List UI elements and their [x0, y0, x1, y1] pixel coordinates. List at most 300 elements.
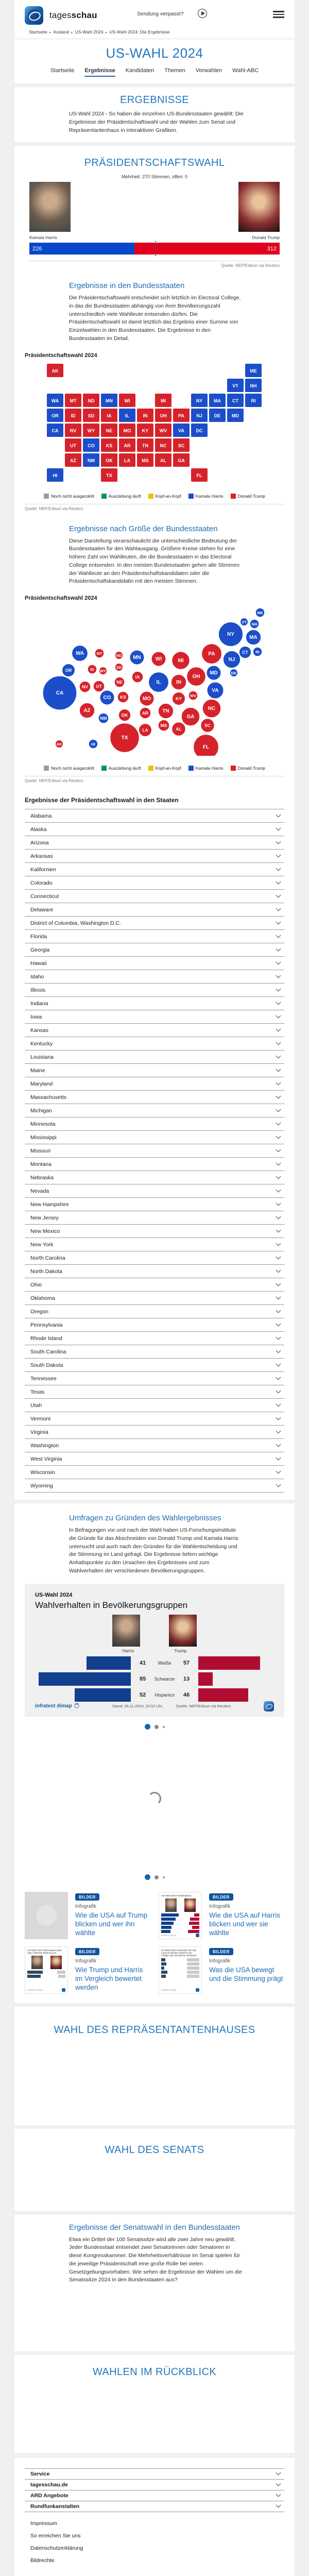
state-bubble-KY[interactable] [172, 692, 185, 705]
state-tile-HI[interactable] [47, 468, 63, 482]
state-bubble-OR[interactable] [62, 664, 75, 676]
teaser-thumbnail-placeholder [25, 1892, 68, 1939]
state-tile-MA[interactable] [209, 394, 226, 407]
harris-bar [39, 1672, 131, 1686]
chevron-down-icon [276, 1429, 281, 1434]
state-tile-GA[interactable] [173, 453, 190, 467]
state-tile-WA[interactable] [47, 394, 63, 407]
state-tile-NM[interactable] [83, 453, 99, 467]
accordion-row-north-carolina[interactable]: North Carolina [25, 1251, 284, 1264]
accordion-row-connecticut[interactable]: Connecticut [25, 889, 284, 903]
state-bubble-KS[interactable] [117, 691, 129, 703]
svg-text:RI: RI [255, 650, 260, 654]
state-bubble-WA[interactable] [72, 645, 88, 661]
state-bubble-WI[interactable] [151, 652, 166, 666]
state-tile-OK[interactable] [101, 453, 117, 467]
state-bubble-MT[interactable] [95, 649, 104, 658]
group-label: Hispanics [149, 1692, 180, 1698]
svg-text:AZ: AZ [83, 708, 90, 714]
group-label: Schwarze [149, 1676, 180, 1682]
state-bubble-AL[interactable] [172, 722, 186, 736]
svg-text:UT: UT [96, 684, 102, 689]
state-bubble-NM[interactable] [98, 713, 109, 723]
state-tile-MO[interactable] [119, 423, 135, 437]
us-states-bubble-map[interactable] [25, 601, 284, 756]
carousel-dot[interactable] [154, 1725, 159, 1729]
donald-trump-photo [238, 182, 280, 232]
state-tile-WY[interactable] [83, 423, 99, 437]
state-bubble-OH[interactable] [186, 667, 205, 686]
accordion-row-virginia[interactable]: Virginia [25, 1425, 284, 1438]
accordion-row-north-dakota[interactable]: North Dakota [25, 1264, 284, 1278]
accordion-row-utah[interactable]: Utah [25, 1398, 284, 1412]
breadcrumb-item[interactable]: Ausland [53, 29, 69, 35]
teaser-card[interactable] [25, 1946, 150, 1994]
harris-bar [75, 1688, 131, 1702]
carousel-dot-active[interactable] [145, 1874, 150, 1880]
accordion-row-arkansas[interactable]: Arkansas [25, 849, 284, 862]
accordion-row-montana[interactable]: Montana [25, 1157, 284, 1171]
bubble-source: Quelle: NEP/Edison via Reuters [25, 778, 284, 783]
demographics-infographic[interactable] [25, 1584, 284, 1717]
teaser-thumbnail: US-Wahl 2024 Entwickelt sich das Land auf diesem Gebiet in die richtige oder die falsche Richtung? infratest dimap [159, 1946, 202, 1994]
bilder-badge: BILDER [75, 1948, 99, 1955]
repraesentantenhaus-heading: WAHL DES REPRÄSENTANTENHAUSES [14, 2024, 295, 2036]
svg-text:MA: MA [249, 635, 258, 640]
breadcrumb-item[interactable]: US-Wahl 2024: Die Ergebnisse [109, 29, 169, 35]
accordion-row-nebraska[interactable]: Nebraska [25, 1171, 284, 1184]
chevron-down-icon [276, 853, 281, 858]
chevron-down-icon [276, 1027, 281, 1032]
carousel-dot[interactable] [154, 1875, 159, 1879]
accordion-row-georgia[interactable]: Georgia [25, 943, 284, 956]
state-tile-MS[interactable] [137, 453, 153, 467]
svg-text:AR: AR [142, 710, 148, 716]
tab-startseite[interactable]: Startseite [50, 67, 74, 77]
teaser-card[interactable] [159, 1892, 284, 1939]
state-tile-AZ[interactable] [65, 453, 81, 467]
svg-text:ME: ME [250, 368, 257, 374]
state-bubble-NH[interactable] [250, 619, 259, 629]
accordion-row-delaware[interactable]: Delaware [25, 903, 284, 916]
sendung-verpasst-link[interactable]: Sendung verpasst? [137, 11, 183, 17]
states-subhead[interactable]: Ergebnisse in den Bundesstaaten [69, 281, 244, 290]
accordion-row-south-carolina[interactable]: South Carolina [25, 1345, 284, 1358]
svg-text:SD: SD [116, 665, 122, 670]
teaser-title[interactable]: Wie die USA auf Trump blicken und wer ihn wählte [75, 1911, 150, 1938]
chevron-down-icon [276, 1348, 281, 1353]
state-bubble-LA[interactable] [139, 723, 151, 736]
state-tile-UT[interactable] [65, 438, 81, 452]
tab-themen[interactable]: Themen [164, 67, 185, 77]
chevron-down-icon [276, 1321, 281, 1327]
accordion-row-south-dakota[interactable]: South Dakota [25, 1358, 284, 1371]
state-tile-MI[interactable] [155, 394, 171, 407]
state-tile-VA[interactable] [173, 423, 190, 437]
accordion-row-hawaii[interactable]: Hawaii [25, 956, 284, 970]
chevron-down-icon [276, 1482, 281, 1487]
state-tile-IA[interactable] [101, 409, 117, 422]
map-legend [25, 494, 284, 499]
state-tile-SD[interactable] [83, 409, 99, 422]
svg-text:AR: AR [124, 443, 131, 448]
legend-swatch-icon [148, 766, 153, 771]
state-bubble-OK[interactable] [118, 709, 131, 721]
teaser-kicker: Infografik [209, 1958, 284, 1964]
accordion-row-ohio[interactable]: Ohio [25, 1278, 284, 1291]
state-tile-OR[interactable] [47, 409, 63, 422]
state-tile-NC[interactable] [155, 438, 171, 452]
play-icon[interactable] [198, 9, 207, 18]
state-tile-TX[interactable] [101, 468, 117, 482]
svg-text:UT: UT [70, 443, 76, 448]
chevron-down-icon [276, 879, 281, 885]
state-bubble-NV[interactable] [79, 681, 91, 692]
accordion-row-washington[interactable]: Washington [25, 1438, 284, 1452]
accordion-row-maine[interactable]: Maine [25, 1063, 284, 1077]
svg-text:KS: KS [106, 443, 113, 448]
state-bubble-UT[interactable] [93, 681, 105, 692]
state-bubble-ID[interactable] [88, 665, 97, 674]
state-tile-NY[interactable] [191, 394, 208, 407]
state-tile-WV[interactable] [155, 423, 171, 437]
tab-kandidaten[interactable]: Kandidaten [126, 67, 154, 77]
state-tile-MD[interactable] [227, 409, 244, 422]
teaser-card[interactable] [159, 1946, 284, 1994]
footer-link-bildrechte[interactable]: Bildrechte [25, 2554, 284, 2567]
chevron-down-icon [276, 812, 281, 818]
accordion-row-arizona[interactable]: Arizona [25, 836, 284, 849]
infratest-dimap-logo: infratest dimap [35, 1703, 79, 1709]
state-bubble-RI[interactable] [253, 647, 262, 656]
state-bubble-PA[interactable] [201, 643, 221, 664]
accordion-row-oklahoma[interactable]: Oklahoma [25, 1291, 284, 1304]
svg-text:OK: OK [122, 713, 129, 718]
state-tile-RI[interactable] [245, 394, 262, 407]
teaser-thumbnail: US-Wahl 2024 Profilvergleich infratest dimap [159, 1892, 202, 1939]
state-bubble-VT[interactable] [240, 618, 248, 626]
umfragen-subhead[interactable]: Umfragen zu Gründen des Wahlergebnisses [69, 1514, 244, 1522]
trump-ev-bar: 312 [134, 243, 280, 255]
state-bubble-WV[interactable] [188, 691, 198, 700]
state-bubble-MS[interactable] [158, 720, 169, 731]
accordion-row-kalifornien[interactable]: Kalifornien [25, 862, 284, 876]
us-states-map[interactable] [46, 363, 263, 484]
chevron-down-icon [276, 826, 281, 831]
state-tile-FL[interactable] [191, 468, 208, 482]
state-bubble-NY[interactable] [218, 622, 243, 647]
svg-text:WI: WI [125, 398, 130, 403]
state-bubble-AR[interactable] [140, 707, 151, 719]
state-tile-CO[interactable] [83, 438, 99, 452]
accordion-row-colorado[interactable]: Colorado [25, 876, 284, 889]
accordion-row-district-of-columbia-washington-d-c-[interactable]: District of Columbia, Washington D.C. [25, 916, 284, 929]
state-tile-DE[interactable] [209, 409, 226, 422]
carousel-dot[interactable] [163, 1726, 165, 1728]
accordion-row-new-jersey[interactable]: New Jersey [25, 1211, 284, 1224]
accordion-row-vermont[interactable]: Vermont [25, 1412, 284, 1425]
state-bubble-SC[interactable] [201, 719, 215, 733]
infographic-kicker: US-Wahl 2024 [35, 1592, 274, 1598]
accordion-row-massachusetts[interactable]: Massachusetts [25, 1090, 284, 1104]
svg-text:ID: ID [90, 667, 94, 672]
teaser-grid [25, 1892, 284, 1994]
state-tile-NH[interactable] [245, 379, 262, 392]
harris-name: Kamala Harris [29, 235, 57, 240]
page-title: US-WAHL 2024 [14, 45, 295, 61]
accordion-row-louisiana[interactable]: Louisiana [25, 1050, 284, 1063]
accordion-row-wyoming[interactable]: Wyoming [25, 1479, 284, 1492]
state-bubble-IA[interactable] [132, 671, 143, 683]
legend-item: Donald Trump [231, 766, 265, 771]
chevron-down-icon [276, 933, 281, 938]
state-tile-NV[interactable] [65, 423, 81, 437]
state-bubble-NC[interactable] [202, 699, 221, 718]
svg-text:OR: OR [65, 668, 72, 673]
state-tile-CT[interactable] [227, 394, 244, 407]
svg-text:VT: VT [242, 620, 247, 624]
chevron-down-icon [276, 1054, 281, 1059]
bubble-legend [25, 766, 284, 771]
accordion-row-wisconsin[interactable]: Wisconsin [25, 1465, 284, 1479]
carousel-dot[interactable] [163, 1876, 165, 1878]
accordion-row-tennessee[interactable]: Tennessee [25, 1371, 284, 1385]
loading-module [25, 1730, 284, 1867]
footer-link-datenschutzerkl-rung[interactable]: Datenschutzerklärung [25, 2542, 284, 2554]
state-tile-KY[interactable] [137, 423, 153, 437]
teaser-card[interactable] [25, 1892, 150, 1939]
states-accordion [25, 809, 284, 1493]
accordion-row-illinois[interactable]: Illinois [25, 983, 284, 996]
state-tile-WI[interactable] [119, 394, 135, 407]
ergebnisse-card [14, 87, 295, 142]
state-tile-MT[interactable] [65, 394, 81, 407]
state-tile-IN[interactable] [137, 409, 153, 422]
svg-text:NY: NY [196, 398, 203, 403]
bilder-badge: BILDER [209, 1893, 233, 1901]
state-bubble-NE[interactable] [114, 677, 125, 687]
senatswahl-subhead[interactable]: Ergebnisse der Senatswahl in den Bundesstaaten [69, 2223, 244, 2232]
svg-text:PA: PA [178, 413, 184, 418]
accordion-row-alaska[interactable]: Alaska [25, 822, 284, 836]
group-label: Weiße [149, 1660, 180, 1666]
svg-text:OH: OH [193, 674, 200, 680]
state-tile-ME[interactable] [245, 364, 262, 377]
accordion-row-alabama[interactable]: Alabama [25, 809, 284, 822]
stand-timestamp: Stand: 06.11.2024, 20:52 Uhr [112, 1704, 163, 1708]
harris-photo-small [112, 1615, 140, 1647]
state-bubble-HI[interactable] [89, 739, 98, 749]
state-tile-NE[interactable] [101, 423, 117, 437]
chevron-down-icon [276, 1335, 281, 1340]
accordion-row-oregon[interactable]: Oregon [25, 1304, 284, 1318]
tagesschau-wordmark[interactable]: tagesschau [49, 10, 97, 21]
legend-item: Kopf-an-Kopf [148, 494, 181, 499]
breadcrumb: Startseite ▸ Ausland ▸ US-Wahl 2024 ▸ US-Wahl 2024: Die Ergebnisse [25, 26, 284, 39]
footer [14, 2458, 295, 2576]
state-bubble-ME[interactable] [255, 608, 265, 617]
state-tile-ID[interactable] [65, 409, 81, 422]
state-tile-LA[interactable] [119, 453, 135, 467]
footer-accordion-rundfunkanstalten[interactable]: Rundfunkanstalten [25, 2501, 284, 2512]
state-tile-VT[interactable] [227, 379, 244, 392]
accordion-row-new-mexico[interactable]: New Mexico [25, 1224, 284, 1238]
svg-text:WY: WY [88, 428, 95, 433]
state-tile-AK[interactable] [47, 364, 63, 377]
chevron-down-icon [276, 1402, 281, 1407]
svg-text:CA: CA [56, 690, 63, 696]
svg-text:NC: NC [208, 706, 215, 711]
accordion-row-mississippi[interactable]: Mississippi [25, 1130, 284, 1144]
footer-accordion-tagesschau-de[interactable]: tagesschau.de [25, 2479, 284, 2490]
svg-text:AL: AL [176, 726, 181, 732]
electoral-college-bar[interactable] [29, 243, 280, 255]
teaser-title[interactable]: Wie die USA auf Harris blicken und wer sie wählte [209, 1911, 284, 1938]
accordion-row-indiana[interactable]: Indiana [25, 996, 284, 1010]
state-bubble-AK[interactable] [55, 740, 63, 748]
harris-value: 52 [131, 1692, 149, 1698]
state-bubble-NJ[interactable] [223, 651, 241, 668]
legend-item: Kopf-an-Kopf [148, 766, 181, 771]
accordion-row-texas[interactable]: Texas [25, 1385, 284, 1398]
tab-ergebnisse[interactable]: Ergebnisse [84, 67, 115, 77]
accordion-row-minnesota[interactable]: Minnesota [25, 1117, 284, 1130]
svg-text:IA: IA [135, 674, 140, 680]
state-bubble-MA[interactable] [246, 630, 261, 645]
svg-text:KS: KS [120, 694, 126, 700]
state-tile-SC[interactable] [173, 438, 190, 452]
footer-accordion-ard-angebote[interactable]: ARD Angebote [25, 2490, 284, 2501]
tab-bar [14, 67, 295, 77]
footer-link-impressum[interactable]: Impressum [25, 2517, 284, 2530]
svg-text:CA: CA [52, 428, 59, 433]
state-tile-MN[interactable] [101, 394, 117, 407]
chevron-down-icon [276, 1469, 281, 1474]
accordion-row-pennsylvania[interactable]: Pennsylvania [25, 1318, 284, 1331]
tagesschau-mini-logo-icon [264, 1701, 274, 1711]
state-tile-IL[interactable] [119, 409, 135, 422]
trump-column-label: Trump [174, 1648, 186, 1653]
state-bubble-IN[interactable] [171, 674, 186, 690]
accordion-row-new-hampshire[interactable]: New Hampshire [25, 1197, 284, 1211]
state-tile-DC[interactable] [191, 423, 208, 437]
svg-text:TX: TX [106, 473, 112, 478]
state-bubble-CT[interactable] [239, 646, 251, 658]
state-bubble-IL[interactable] [148, 672, 168, 692]
state-bubble-MD[interactable] [207, 666, 221, 680]
tab-wahlabc[interactable]: Wahl-ABC [232, 67, 259, 77]
accordion-row-iowa[interactable]: Iowa [25, 1010, 284, 1023]
svg-text:MO: MO [124, 428, 131, 433]
svg-text:NY: NY [227, 632, 234, 637]
svg-text:PA: PA [208, 651, 215, 657]
chevron-down-icon [276, 1000, 281, 1005]
state-bubble-WY[interactable] [99, 667, 107, 675]
state-tile-CA[interactable] [47, 423, 63, 437]
chevron-down-icon [276, 2481, 281, 2486]
breadcrumb-item[interactable]: US-Wahl 2024 [75, 29, 104, 35]
state-bubble-MN[interactable] [130, 650, 144, 665]
legend-swatch-icon [101, 766, 107, 771]
breadcrumb-item[interactable]: Startseite [29, 29, 47, 35]
state-tile-ND[interactable] [83, 394, 99, 407]
state-tile-KS[interactable] [101, 438, 117, 452]
footer-link-so-erreichen-sie-uns[interactable]: So erreichen Sie uns [25, 2530, 284, 2542]
size-subhead[interactable]: Ergebnisse nach Größe der Bundesstaaten [69, 524, 244, 533]
tab-vorwahlen[interactable]: Vorwahlen [196, 67, 222, 77]
state-tile-OH[interactable] [155, 409, 171, 422]
accordion-row-florida[interactable]: Florida [25, 929, 284, 943]
kamala-harris-photo [29, 182, 71, 232]
accordion-row-new-york[interactable]: New York [25, 1238, 284, 1251]
state-bubble-CO[interactable] [100, 690, 114, 705]
state-bubble-TX[interactable] [110, 723, 140, 753]
accordion-row-nevada[interactable]: Nevada [25, 1184, 284, 1197]
svg-text:CT: CT [232, 398, 238, 403]
menu-icon[interactable] [273, 9, 284, 18]
accordion-row-kentucky[interactable]: Kentucky [25, 1037, 284, 1050]
state-bubble-SD[interactable] [115, 663, 123, 671]
state-bubble-AZ[interactable] [79, 703, 95, 718]
svg-text:OH: OH [160, 413, 167, 418]
state-tile-AR[interactable] [119, 438, 135, 452]
svg-text:NE: NE [106, 428, 113, 433]
svg-text:IL: IL [125, 413, 130, 418]
svg-text:RI: RI [251, 398, 256, 403]
accordion-row-kansas[interactable]: Kansas [25, 1023, 284, 1037]
harris-column-label: Harris [123, 1648, 134, 1653]
svg-text:MO: MO [143, 696, 151, 702]
state-tile-NJ[interactable] [191, 409, 208, 422]
state-bubble-GA[interactable] [181, 707, 200, 726]
state-bubble-MI[interactable] [172, 652, 190, 670]
state-bubble-ND[interactable] [115, 651, 123, 659]
footer-accordion-service[interactable]: Service [25, 2468, 284, 2479]
state-bubble-CA[interactable] [43, 676, 77, 710]
praesidentschaftswahl-card [14, 146, 295, 1500]
infographic-title: Wahlverhalten in Bevölkerungsgruppen [35, 1600, 274, 1611]
chevron-down-icon [276, 1147, 281, 1153]
trump-photo-small [169, 1615, 197, 1647]
tagesschau-logo-icon[interactable] [25, 6, 43, 25]
svg-text:NC: NC [160, 443, 167, 448]
state-tile-PA[interactable] [173, 409, 190, 422]
state-bubble-VA[interactable] [207, 682, 224, 699]
state-bubble-MO[interactable] [140, 691, 154, 706]
accordion-row-maryland[interactable]: Maryland [25, 1077, 284, 1090]
svg-text:WA: WA [76, 651, 84, 656]
accordion-row-idaho[interactable]: Idaho [25, 970, 284, 983]
teaser-title[interactable]: Wie Trump und Harris im Vergleich bewertet werden [75, 1965, 150, 1992]
state-bubble-FL[interactable] [193, 734, 218, 756]
demo-row-weiße [35, 1656, 274, 1670]
state-tile-AL[interactable] [155, 453, 171, 467]
state-bubble-TN[interactable] [158, 703, 174, 719]
accordion-row-michigan[interactable]: Michigan [25, 1104, 284, 1117]
chevron-down-icon [276, 1228, 281, 1233]
states-paragraph: Die Präsidentschaftswahl entscheidet sich letztlich im Electoral College, in das die Bundesstaaten abhängig von ihrer Bevölkerungszahl unterschiedlich viele Wahlleute entsenden dürfen. Die Präsidentschaftswahl ist damit letztlich das Ergebnis einer Summe von Einzelwahlen in den Bundesstaaten. Die Ergebnisse in den Bundesstaaten im Detail. [69, 294, 244, 343]
svg-text:IN: IN [176, 680, 181, 685]
teaser-title[interactable]: Was die USA bewegt und die Stimmung prägt [209, 1965, 284, 1984]
legend-item: Donald Trump [231, 494, 265, 499]
accordion-row-west-virginia[interactable]: West Virginia [25, 1452, 284, 1465]
accordion-row-missouri[interactable]: Missouri [25, 1144, 284, 1157]
demo-row-schwarze [35, 1672, 274, 1686]
state-tile-TN[interactable] [137, 438, 153, 452]
carousel-dot-active[interactable] [145, 1724, 150, 1730]
accordion-row-rhode-island[interactable]: Rhode Island [25, 1331, 284, 1345]
state-bubble-DE[interactable] [230, 669, 238, 677]
